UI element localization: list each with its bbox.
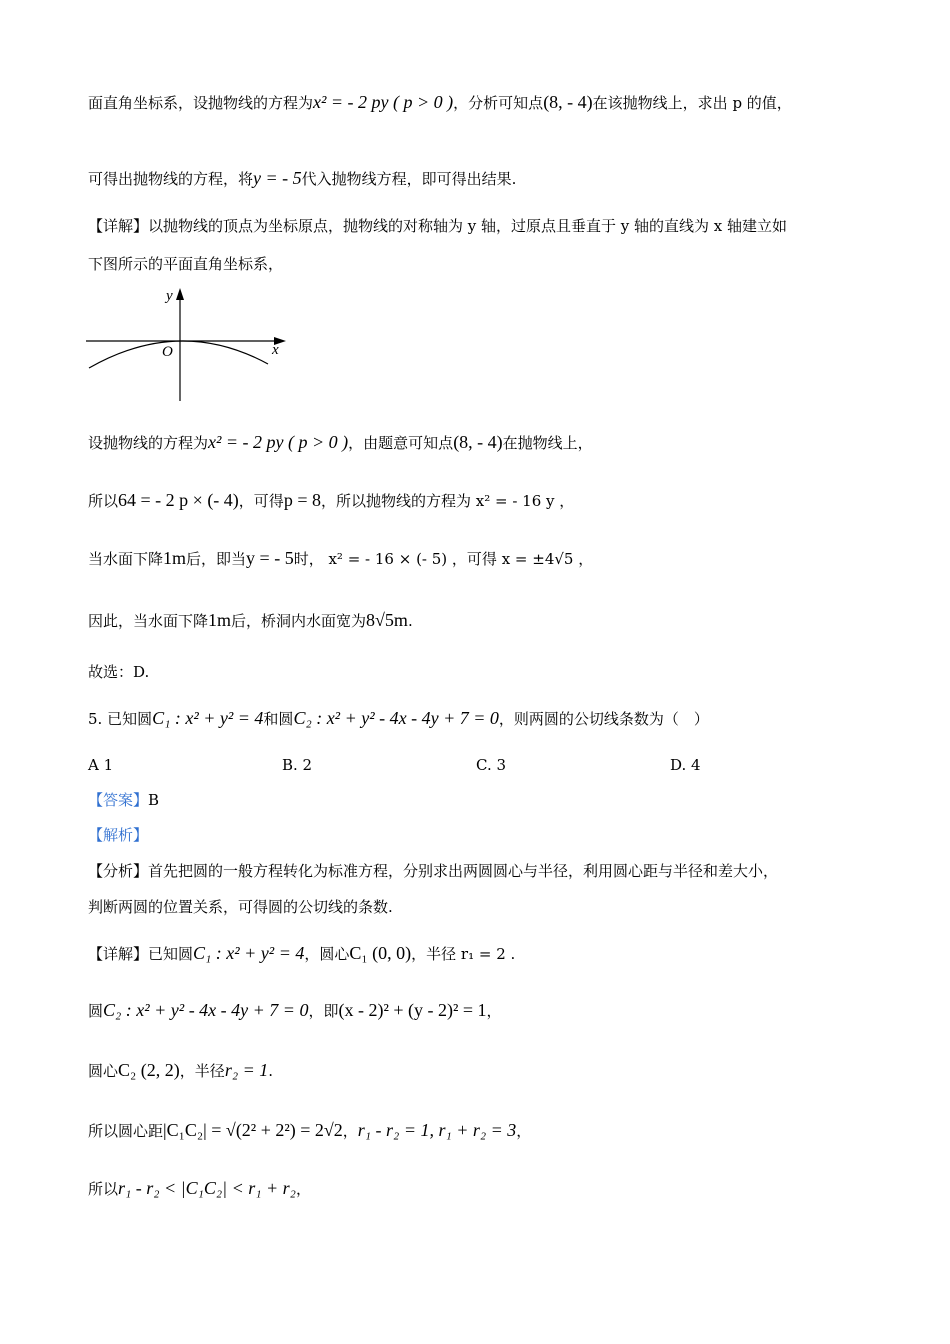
option-a: A 1 <box>88 756 114 774</box>
analysis-label: 【解析】 <box>88 826 149 844</box>
x-axis-label: x <box>272 342 279 358</box>
analysis-line: 【分析】首先把圆的一般方程转化为标准方程，分别求出两圆圆心与半径，利用圆心距与半径和差大小， <box>88 862 779 880</box>
option-c: C. 3 <box>476 756 507 774</box>
text-line: 当水面下降1m后，即当y = - 5时， x² = - 16 × (- 5) ，可得 x = ±4√5 ， <box>88 548 594 568</box>
answer-line <box>88 790 159 810</box>
text-line: 设抛物线的方程为x² = - 2 py ( p > 0 )，由题意可知点(8, - 4)在抛物线上， <box>88 432 593 452</box>
text-line: 下图所示的平面直角坐标系， <box>88 255 284 273</box>
text-line: 所以64 = - 2 p × (- 4)，可得p = 8，所以抛物线的方程为 x² = - 16 y ， <box>88 490 575 510</box>
text-line: 因此，当水面下降1m后，桥洞内水面宽为8√5m. <box>88 610 413 630</box>
analysis-line: 判断两圆的位置关系，可得圆的公切线的条数. <box>88 898 393 916</box>
y-axis-label: y <box>166 288 173 304</box>
text-line: 可得出抛物线的方程，将y = - 5代入抛物线方程，即可得出结果. <box>88 168 517 188</box>
answer-label: 【答案】 <box>88 791 149 809</box>
origin-label: O <box>162 344 173 360</box>
detail-line: 所以圆心距|C₁C₂| = √(2² + 2²) = 2√2，r₁ - r₂ = 1, r₁ + r₂ = 3， <box>88 1120 532 1140</box>
answer-value: B <box>148 791 160 809</box>
text-line: 故选：D. <box>88 663 150 681</box>
text-line: 面直角坐标系，设抛物线的方程为x² = - 2 py ( p > 0 )，分析可知点(8, - 4)在该抛物线上，求出 p 的值， <box>88 92 792 112</box>
detail-line: 【详解】已知圆C₁ : x² + y² = 4，圆心C₁ (0, 0)，半径 r₁ = 2 . <box>88 943 516 963</box>
detail-line: 所以r₁ - r₂ < |C₁C₂| < r₁ + r₂， <box>88 1178 311 1198</box>
question-5: 5. 已知圆C₁ : x² + y² = 4和圆C₂ : x² + y² - 4x - 4y + 7 = 0，则两圆的公切线条数为（ ） <box>88 708 709 728</box>
text-line: 【详解】以抛物线的顶点为坐标原点，抛物线的对称轴为 y 轴，过原点且垂直于 y 轴的直线为 x 轴建立如 <box>88 217 788 235</box>
option-d: D. 4 <box>670 756 701 774</box>
detail-line: 圆C₂ : x² + y² - 4x - 4y + 7 = 0，即(x - 2)² + (y - 2)² = 1， <box>88 1000 502 1020</box>
option-b: B. 2 <box>282 756 313 774</box>
parabola-graph <box>86 286 296 406</box>
detail-line: 圆心C₂ (2, 2)，半径r₂ = 1. <box>88 1060 274 1080</box>
